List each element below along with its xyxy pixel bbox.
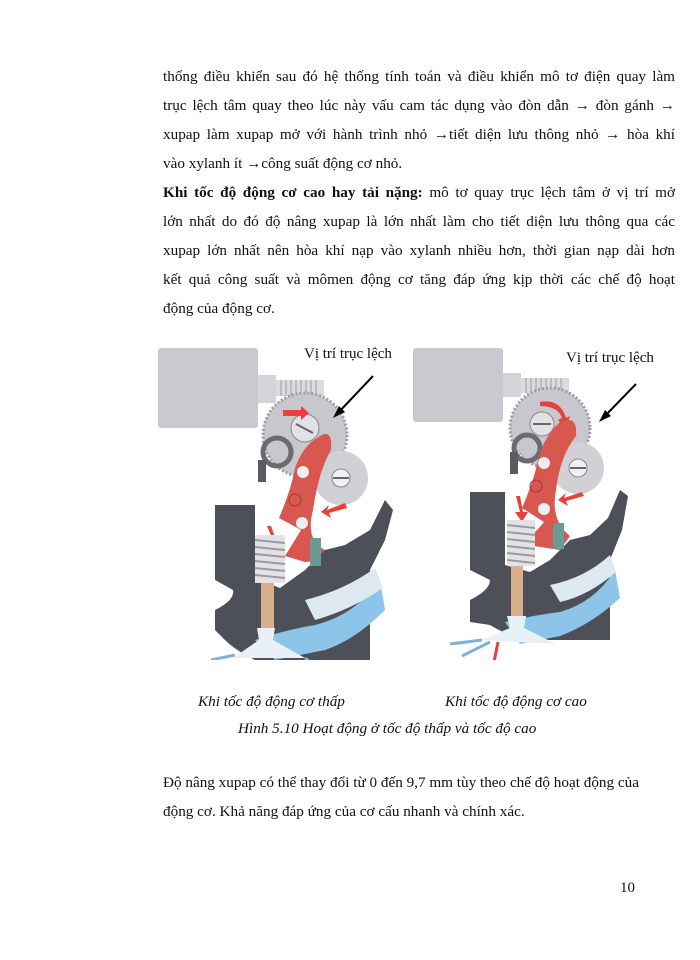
text-line: lớn nhất do đó độ nâng xupap là lớn nhất làm cho tiết diện lưu thông qua các [163,213,675,230]
caption-low-speed: Khi tốc độ động cơ thấp [198,693,345,710]
text-run: mô tơ quay trục lệch tâm ở vị trí mở [422,184,676,201]
paragraph-valve-lift [163,768,648,826]
eccentric-shaft-label: Vị trí trục lệch [300,346,396,363]
text-line: kết quả công suất và mômen động cơ tăng đáp ứng kịp thời các chế độ hoạt [163,271,675,288]
text-line: trục lệch tâm quay theo lúc này vấu cam tác dụng vào đòn dẫn → đòn gánh → [163,97,675,114]
text-line: Độ nâng xupap có thể thay đổi từ 0 đến 9,7 mm tùy theo chế độ hoạt động của [163,774,639,791]
paragraph-high-speed [163,178,675,323]
text-line: thống điều khiển sau đó hệ thống tính toán và điều khiển mô tơ điện quay làm [163,68,675,85]
text-line: xupap lớn nhất nên hòa khí nạp vào xylanh nhiều hơn, thời gian nạp dài hơn [163,242,675,259]
caption-high-speed: Khi tốc độ động cơ cao [445,693,587,710]
text-line [163,178,675,207]
figure-low-speed [155,340,405,660]
text-line: động cơ. Khả năng đáp ứng của cơ cấu nhanh và chính xác. [163,803,525,820]
text-line: động của động cơ. [163,300,275,317]
eccentric-shaft-label: Vị trí trục lệch [562,350,658,367]
page-number: 10 [620,880,635,896]
text-line: xupap làm xupap mở với hành trình nhỏ →tiết diện lưu thông nhỏ → hòa khí [163,126,675,143]
pointer-arrow-icon [155,340,405,660]
pointer-arrow-icon [410,340,675,660]
text-line: vào xylanh ít →công suất động cơ nhỏ. [163,155,403,172]
figure-high-speed [410,340,675,660]
bold-heading: Khi tốc độ động cơ cao hay tải nặng: [163,184,423,201]
figure-title: Hình 5.10 Hoạt động ở tốc độ thấp và tốc độ cao [238,720,537,737]
paragraph-control-low-speed [163,62,675,178]
